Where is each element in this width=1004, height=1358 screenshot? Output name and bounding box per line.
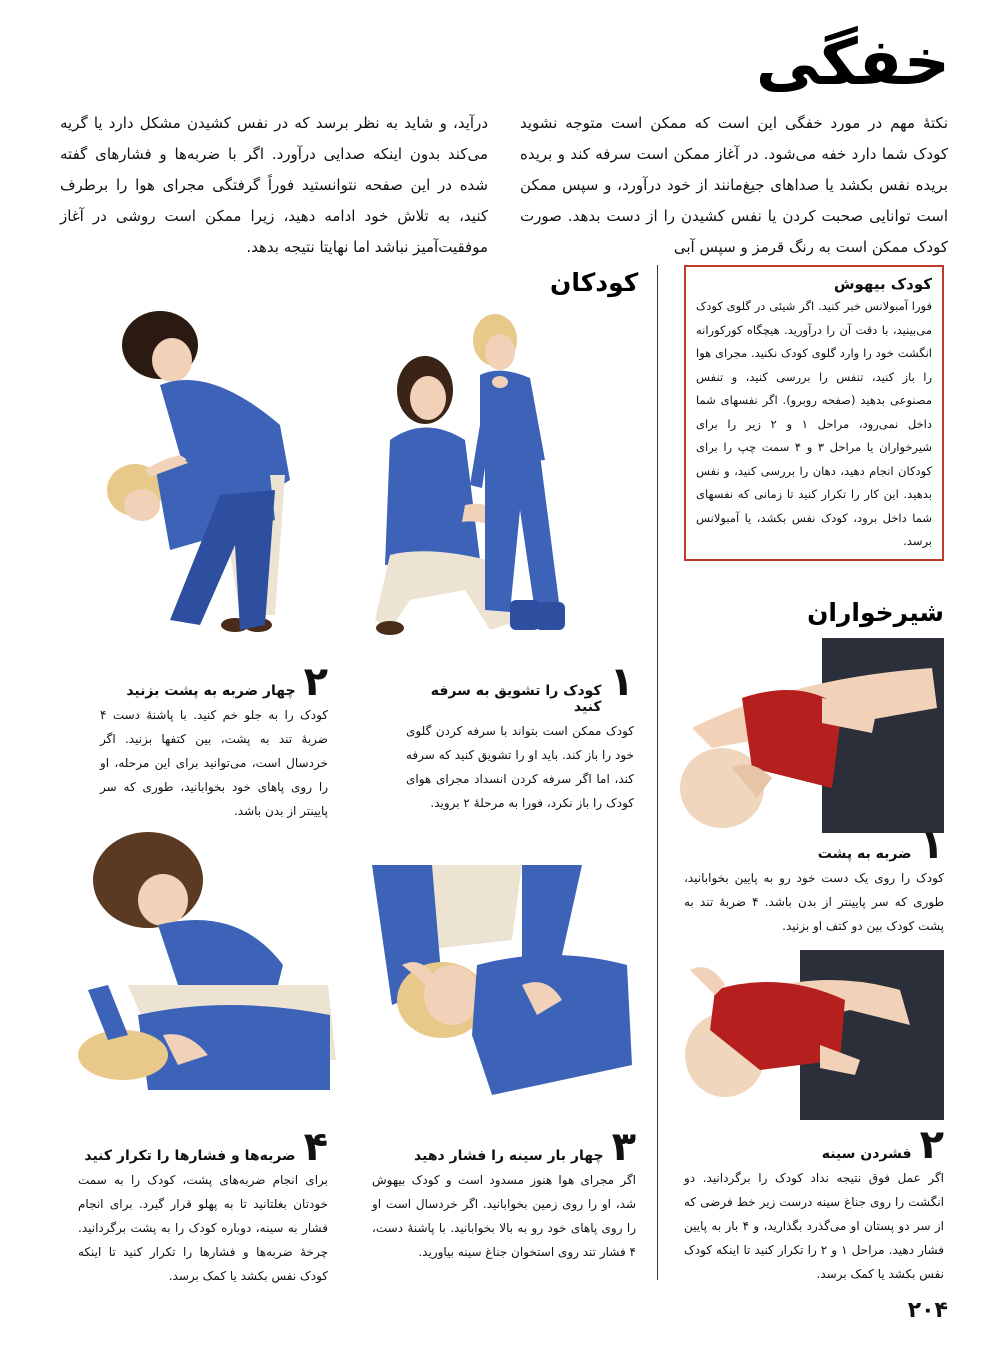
step-number: ۱ xyxy=(919,822,944,868)
intro-paragraph-right: نکتهٔ مهم در مورد خفگی این است که ممکن است متوجه نشوید کودک شما دارد خفه می‌شود. در آغاز ممکن است سرفه کند و بریده بریده نفس بکشد یا صداهای جیغ‌مانند از خود درآورد، و سپس ممکن است توانایی صحبت کردن یا نفس کشیدن را از دست بدهد. صورت کودک ممکن است به رنگ قرمز و سپس آبی xyxy=(520,114,948,256)
page-number: ۲۰۴ xyxy=(907,1298,948,1323)
section-heading-infants: شیرخواران xyxy=(807,598,944,627)
step-body: کودک را روی یک دست خود رو به پایین بخوابانید، طوری که سر پایینتر از بدن باشد. ۴ ضربهٔ تند به پشت کودک بین دو کتف او بزنید. xyxy=(684,871,945,933)
child-step-4 xyxy=(78,1124,328,1288)
step-title: چهار بار سینه را فشار دهید xyxy=(414,1148,604,1164)
infant-step-2 xyxy=(684,1122,944,1286)
unconscious-body: فورا آمبولانس خبر کنید. اگر شیئی در گلوی کودک می‌بینید، با دقت آن را درآورید. هیچگاه کورکورانه انگشت خود را وارد گلوی کودک نکنید. مجرای هوا را باز کنید، تنفس را بررسی کنید، و تنفس مصنوعی بدهید (صفحه روبرو). اگر نفسهای شما داخل نمی‌رود، مراحل ۱ و ۲ زیر را برای شیرخواران یا مراحل ۳ و ۴ سمت چپ را برای کودکان انجام دهید، دهان را بررسی کنید، و نفس بدهید. این کار را تکرار کنید تا زمانی که نفسهای شما داخل برود، کودک نفس بکشد، یا آمبولانس برسد. xyxy=(696,299,933,548)
step-number: ۳ xyxy=(611,1124,636,1170)
photo-child-chest-thrusts xyxy=(372,865,632,1100)
page-title: خفگی xyxy=(755,26,950,100)
unconscious-heading: کودک بیهوش xyxy=(833,275,932,293)
child-step-1 xyxy=(406,659,634,815)
step-title: کودک را تشویق به سرفه کنید xyxy=(430,683,602,715)
photo-child-repeat xyxy=(68,825,336,1100)
step-number: ۲ xyxy=(919,1122,944,1168)
unconscious-child-box xyxy=(684,265,944,561)
step-body: کودک ممکن است بتواند با سرفه کردن گلوی خود را باز کند. باید او را تشویق کنید که سرفه کند، اما اگر سرفه کردن انسداد مجرای هوای کودک را باز نکرد، فورا به مرحلهٔ ۲ بروید. xyxy=(406,724,634,810)
photo-child-cough xyxy=(370,300,610,655)
step-title: چهار ضربه به پشت بزنید xyxy=(126,683,296,699)
step-title: ضربه به پشت xyxy=(817,846,912,862)
step-number: ۴ xyxy=(303,1124,328,1170)
child-step-2 xyxy=(100,659,328,823)
step-body: اگر مجرای هوا هنوز مسدود است و کودک بیهوش شد، او را روی زمین بخوابانید. اگر خردسال است او را روی پاهای خود رو به بالا بخوابانید. با پاشنهٔ دست، ۴ فشار تند روی استخوان جناغ سینه بیاورید. xyxy=(372,1173,636,1259)
photo-child-back-blows xyxy=(100,305,310,645)
photo-infant-chest-thrusts xyxy=(670,950,944,1120)
step-number: ۲ xyxy=(303,659,328,705)
child-step-3 xyxy=(372,1124,636,1264)
step-body: اگر عمل فوق نتیجه نداد کودک را برگردانید. دو انگشت را روی جناغ سینه درست زیر خط فرضی که از سر دو پستان او می‌گذرد بگذارید، و ۴ بار به پایین فشار دهید. مراحل ۱ و ۲ را تکرار کنید تا اینکه کودک نفس بکشد یا کمک برسد. xyxy=(684,1171,944,1281)
step-title: فشردن سینه xyxy=(821,1146,912,1162)
photo-infant-back-blows xyxy=(672,638,944,833)
intro-paragraph-left: درآید، و شاید به نظر برسد که در نفس کشیدن مشکل دارد یا گریه می‌کند بدون اینکه صدایی درآورد. اگر با ضربه‌ها و فشارهای گفته شده در این صفحه نتوانستید فوراً گرفتگی مجرای هوا را برطرف کنید، به تلاش خود ادامه دهید، زیرا ممکن است روشی در آغاز موفقیت‌آمیز نباشد اما نهایتا نتیجه بدهد. xyxy=(60,114,488,256)
step-title: ضربه‌ها و فشارها را تکرار کنید xyxy=(84,1148,296,1164)
column-divider xyxy=(657,265,658,1280)
step-number: ۱ xyxy=(609,659,634,705)
infant-step-1 xyxy=(684,822,945,938)
step-body: برای انجام ضربه‌های پشت، کودک را به سمت خودتان بغلتانید تا به پهلو قرار گیرد. برای انجام فشار به سینه، دوباره کودک را به پشت برگردانید. چرخهٔ ضربه‌ها و فشارها را تکرار کنید تا اینکه کودک نفس بکشد یا کمک برسد. xyxy=(78,1173,328,1283)
step-body: کودک را به جلو خم کنید. با پاشنهٔ دست ۴ ضربهٔ تند به پشت، بین کتفها بزنید. اگر خردسال است، می‌توانید برای این مرحله، او را روی پاهای خود بخوابانید، طوری که سر پایینتر از بدن باشد. xyxy=(100,708,328,818)
section-heading-children: کودکان xyxy=(550,268,639,297)
